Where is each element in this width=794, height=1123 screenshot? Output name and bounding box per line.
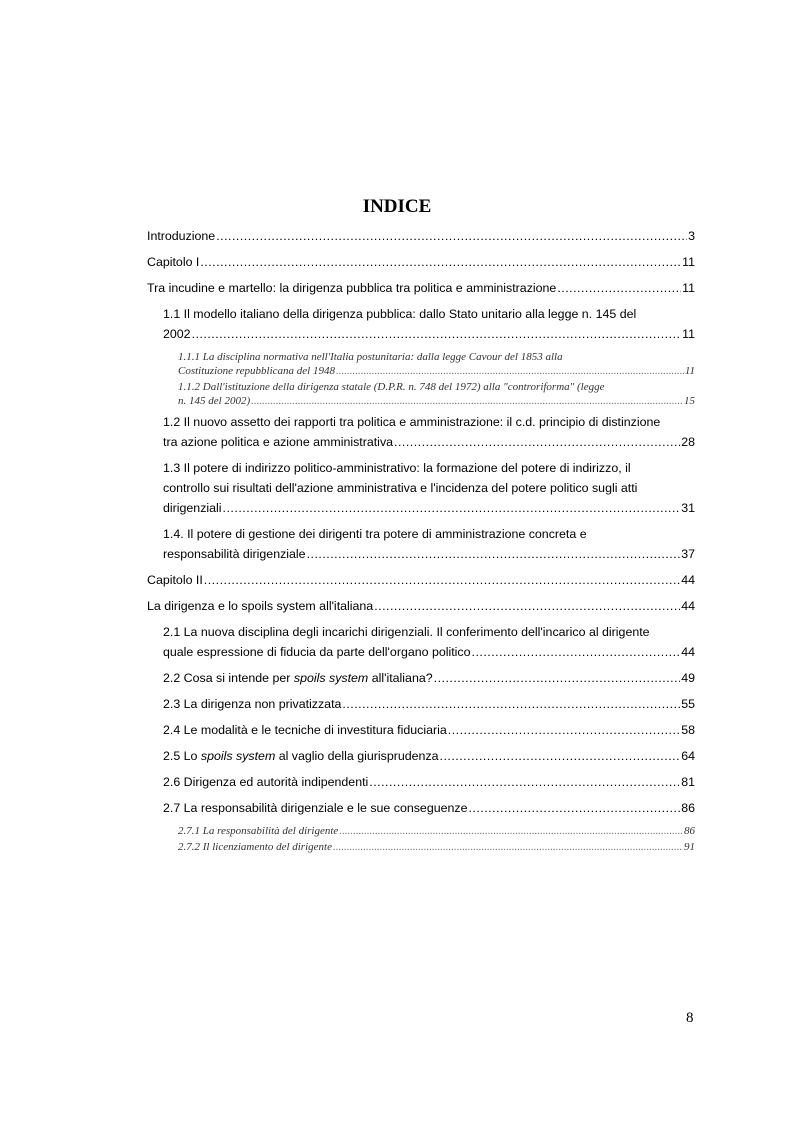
- page-number: 8: [686, 1010, 694, 1026]
- toc-entry[interactable]: Tra incudine e martello: la dirigenza pubblica tra politica e amministrazione ..... 11: [147, 278, 695, 298]
- toc-entry[interactable]: 2.7.2 Il licenziamento del dirigente ..... 91: [178, 840, 695, 854]
- toc-entry[interactable]: 2.4 Le modalità e le tecniche di investitura fiduciaria ..... 58: [163, 720, 695, 740]
- toc-entry[interactable]: 1.1.2 Dall'istituzione della dirigenza statale (D.P.R. n. 748 del 1972) alla "controriforma" (legge n. 145 del 2002) ..... 15: [178, 380, 695, 408]
- toc-entry[interactable]: 1.1.1 La disciplina normativa nell'Italia postunitaria: dalla legge Cavour del 1853 alla Costituzione repubblicana del 1948 ..... 11: [178, 350, 695, 378]
- toc-entry[interactable]: 2.7.1 La responsabilità del dirigente ..... 86: [178, 824, 695, 838]
- toc-entry[interactable]: 2.2 Cosa si intende per spoils system all'italiana? ..... 49: [163, 668, 695, 688]
- page-title: INDICE: [362, 196, 432, 217]
- table-of-contents: [147, 226, 695, 856]
- toc-entry[interactable]: Introduzione ..... 3: [147, 226, 695, 246]
- toc-entry[interactable]: Capitolo I ..... 11: [147, 252, 695, 272]
- toc-entry[interactable]: 2.6 Dirigenza ed autorità indipendenti ..... 81: [163, 772, 695, 792]
- toc-entry[interactable]: 2.3 La dirigenza non privatizzata ..... 55: [163, 694, 695, 714]
- toc-entry[interactable]: 2.5 Lo spoils system al vaglio della giurisprudenza ..... 64: [163, 746, 695, 766]
- toc-entry[interactable]: La dirigenza e lo spoils system all'italiana ..... 44: [147, 596, 695, 616]
- toc-entry[interactable]: 2.7 La responsabilità dirigenziale e le sue conseguenze ..... 86: [163, 798, 695, 818]
- toc-entry[interactable]: 2.1 La nuova disciplina degli incarichi dirigenziali. Il conferimento dell'incarico al dirigente quale espressione di fiducia da parte dell'organo politico ..... 44: [163, 622, 695, 662]
- toc-entry[interactable]: 1.3 Il potere di indirizzo politico-amministrativo: la formazione del potere di indirizzo, il controllo sui risultati dell'azione amministrativa e l'incidenza del potere politico sugli atti dirigenziali ..... 31: [163, 458, 695, 518]
- toc-entry[interactable]: 1.2 Il nuovo assetto dei rapporti tra politica e amministrazione: il c.d. principio di distinzione tra azione politica e azione amministrativa ..... 28: [163, 412, 695, 452]
- toc-entry[interactable]: 1.4. Il potere di gestione dei dirigenti tra potere di amministrazione concreta e responsabilità dirigenziale ..... 37: [163, 524, 695, 564]
- toc-entry[interactable]: 1.1 Il modello italiano della dirigenza pubblica: dallo Stato unitario alla legge n. 145 del 2002 ..... 11: [163, 304, 695, 344]
- toc-entry[interactable]: Capitolo II ..... 44: [147, 570, 695, 590]
